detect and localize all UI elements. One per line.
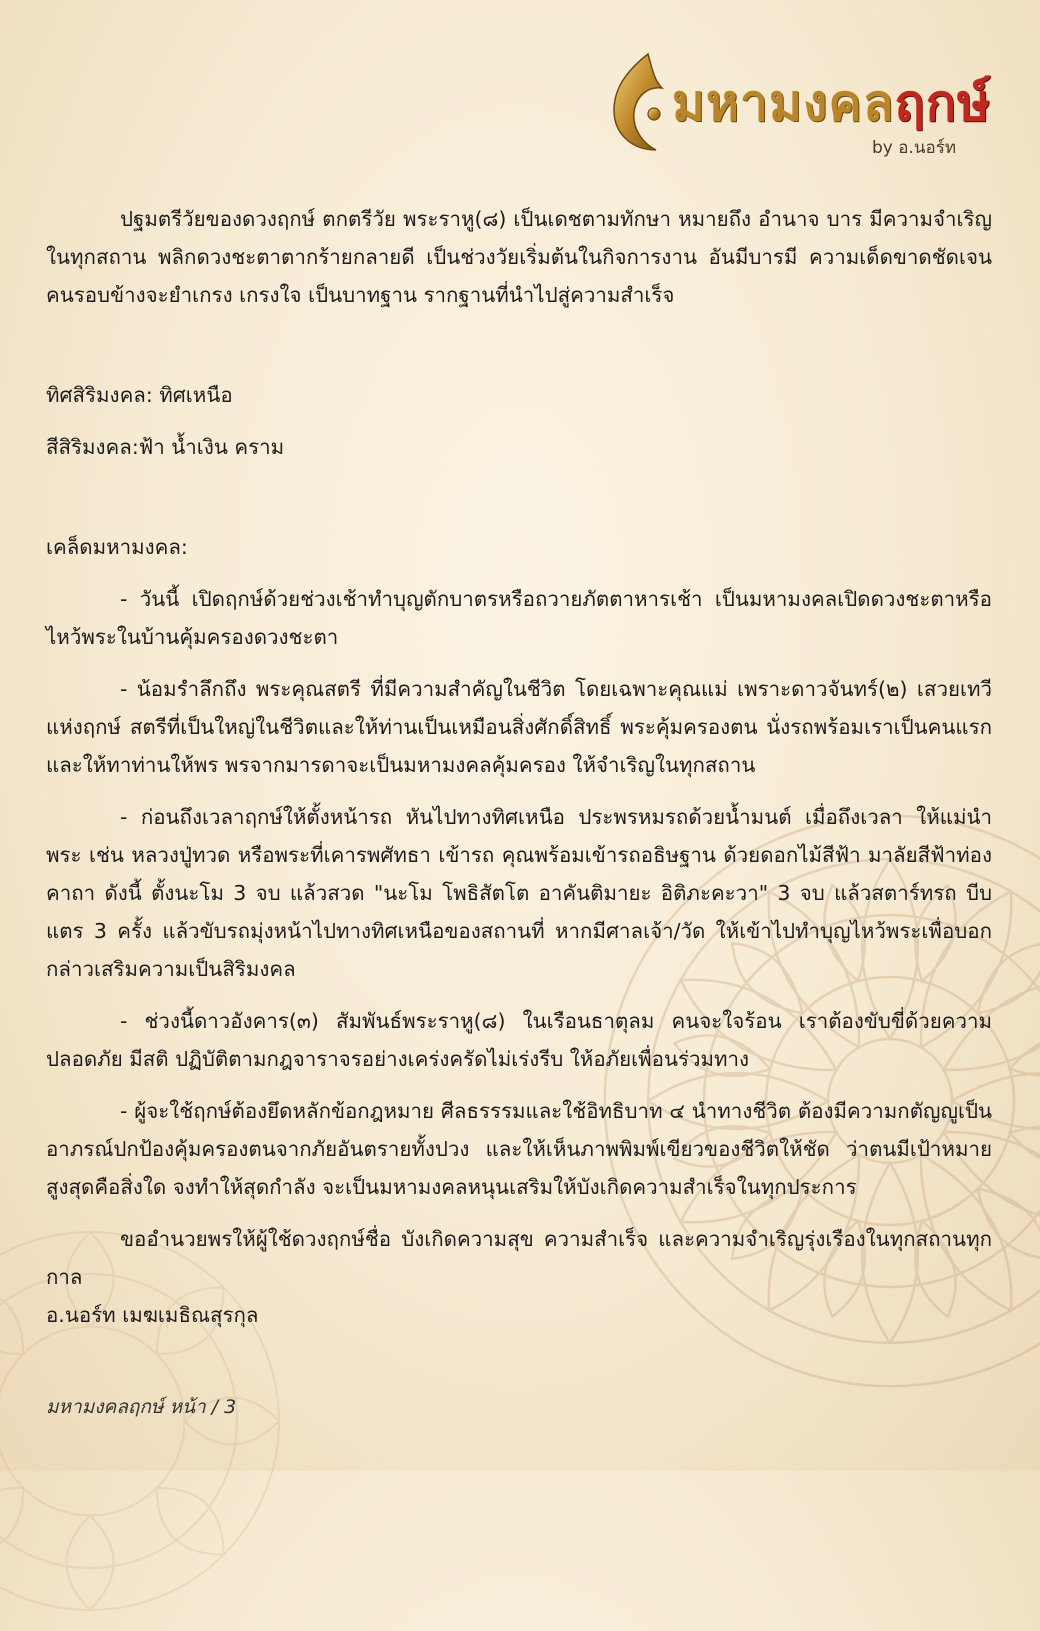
tip-item-2: - น้อมรำลึกถึง พระคุณสตรี ที่มีความสำคัญในชีวิต โดยเฉพาะคุณแม่ เพราะดาวจันทร์(๒) เสวยเทวีแห่งฤกษ์ สตรีที่เป็นใหญ่ในชีวิตและให้ท่านเป็นเหมือนสิ่งศักดิ์สิทธิ์ พระคุ้มครองตน นั่งรถพร้อมเราเป็นคนแรก และให้ทาท่านให้พร พรจากมารดาจะเป็นมหามงคลคุ้มครอง ให้จำเริญในทุกสถาน	[46, 677, 992, 777]
page-footer: มหามงคลฤกษ์ หน้า / 3	[46, 1396, 237, 1418]
tip-item-1: - วันนี้ เปิดฤกษ์ด้วยช่วงเช้าทำบุญตักบาตรหรือถวายภัตตาหารเช้า เป็นมหามงคลเปิดดวงชะตาหรือไหว้พระในบ้านคุ้มครองดวงชะตา	[46, 587, 992, 649]
logo-title-accent: ฤกษ์	[894, 73, 991, 132]
auspicious-direction: ทิศสิริมงคล: ทิศเหนือ	[46, 383, 233, 407]
tip-item-3: - ก่อนถึงเวลาฤกษ์ให้ตั้งหน้ารถ หันไปทางทิศเหนือ ประพรหมรถด้วยน้ำมนต์ เมื่อถึงเวลา ให้แม่นำพระ เช่น หลวงปู่ทวด หรือพระที่เคารพศัทธา เข้ารถ คุณพร้อมเข้ารถอธิษฐาน ด้วยดอกไม้สีฟ้า มาลัยสีฟ้าท่องคาถา ดังนี้ ตั้งนะโม 3 จบ แล้วสวด "นะโม โพธิสัตโต อาคันติมายะ อิติภะคะวา" 3 จบ แล้วสตาร์ทรถ บีบแตร 3 ครั้ง แล้วขับรถมุ่งหน้าไปทางทิศเหนือของสถานที่ หากมีศาลเจ้า/วัด ให้เข้าไปทำบุญไหว้พระเพื่อบอกกล่าวเสริมความเป็นสิริมงคล	[46, 805, 992, 981]
blessing-paragraph: ขออำนวยพรให้ผู้ใช้ดวงฤกษ์ชื่อ บังเกิดความสุข ความสำเร็จ และความจำเริญรุ่งเรืองในทุกสถานทุกกาล	[46, 1227, 992, 1289]
tip-item-4: - ช่วงนี้ดาวอังคาร(๓) สัมพันธ์พระราหู(๘) ในเรือนธาตุลม คนจะใจร้อน เราต้องขับขี่ด้วยความปลอดภัย มีสติ ปฏิบัติตามกฎจาราจรอย่างเคร่งครัดไม่เร่งรีบ ให้อภัยเพื่อนร่วมทาง	[46, 1009, 992, 1071]
intro-paragraph: ปฐมตรีวัยของดวงฤกษ์ ตกตรีวัย พระราหู(๘) เป็นเดชตามทักษา หมายถึง อำนาจ บาร มีความจำเริญในทุกสถาน พลิกดวงชะตาตากร้ายกลายดี เป็นช่วงวัยเริ่มต้นในกิจการงาน อันมีบารมี ความเด็ดขาดชัดเจน คนรอบข้างจะยำเกรง เกรงใจ เป็นบาทฐาน รากฐานที่นำไปสู่ความสำเร็จ	[46, 207, 992, 307]
logo-title-main: มหามงคล	[672, 73, 895, 132]
tips-heading: เคล็ดมหามงคล:	[46, 535, 188, 559]
auspicious-color: สีสิริมงคล:ฟ้า น้ำเงิน คราม	[46, 435, 285, 459]
document-body	[46, 200, 992, 1334]
flame-swirl-icon	[600, 50, 680, 160]
author-signature: อ.นอร์ท เมฆเมธิณสุรกุล	[46, 1303, 259, 1327]
logo-byline: by อ.นอร์ท	[872, 138, 957, 158]
logo-title	[672, 64, 991, 143]
tip-item-5: - ผู้จะใช้ฤกษ์ต้องยึดหลักข้อกฎหมาย ศีลธรรรมและใช้อิทธิบาท ๔ นำทางชีวิต ต้องมีความกตัญญูเป็นอาภรณ์ปกป้องคุ้มครองตนจากภัยอันตรายทั้งปวง และให้เห็นภาพพิมพ์เขียวของชีวิตให้ชัด ว่าตนมีเป้าหมายสูงสุดคือสิ่งใด จงทำให้สุดกำลัง จะเป็นมหามงคลหนุนเสริมให้บังเกิดความสำเร็จในทุกประการ	[46, 1099, 992, 1199]
brand-logo	[600, 42, 990, 172]
